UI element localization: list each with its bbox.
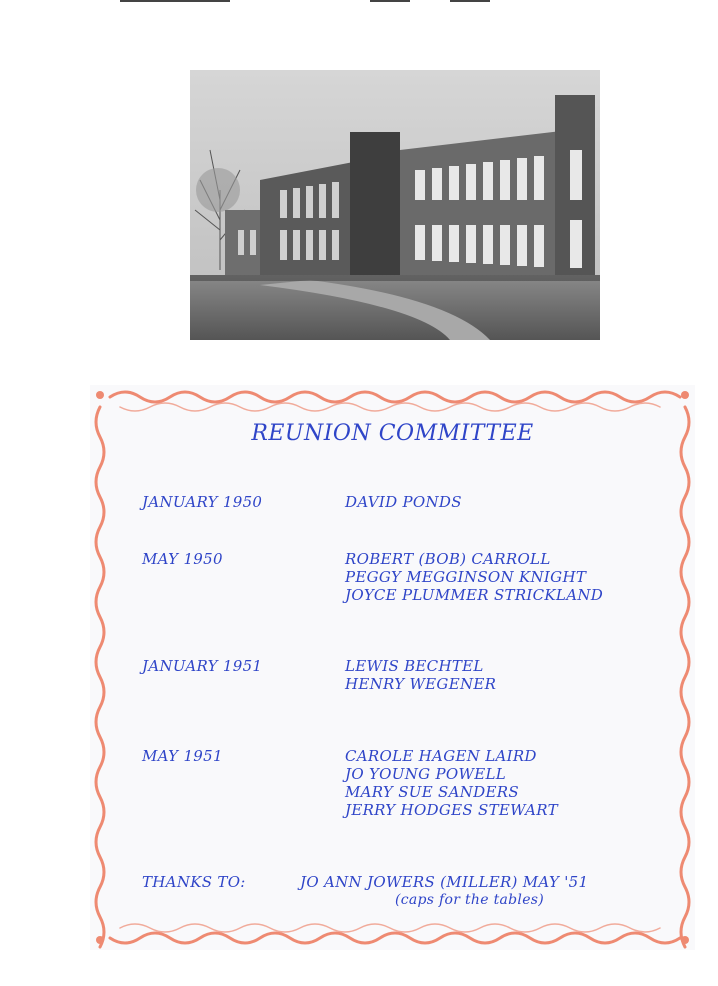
top-rule [120,0,540,3]
reunion-committee-card [90,385,695,950]
member-name: ROBERT (BOB) CARROLL [345,550,551,568]
member-name: HENRY WEGENER [345,675,497,693]
member-name: CAROLE HAGEN LAIRD [345,747,537,765]
group-names [345,657,496,693]
thanks-note: (caps for the tables) [395,892,545,908]
committee-title: REUNION COMMITTEE [251,421,534,446]
member-name: LEWIS BECHTEL [345,657,484,675]
group-date: JANUARY 1950 [142,493,263,511]
thanks-name: JO ANN JOWERS (MILLER) MAY '51 [300,873,589,891]
member-name: JOYCE PLUMMER STRICKLAND [345,586,604,604]
group-names [345,493,462,511]
group-date: MAY 1950 [142,550,223,568]
group-date: MAY 1951 [142,747,223,765]
member-name: DAVID PONDS [345,493,462,511]
group-names [345,747,558,819]
member-name: PEGGY MEGGINSON KNIGHT [345,568,587,586]
member-name: JO YOUNG POWELL [345,765,506,783]
thanks-label: THANKS TO: [142,873,246,891]
member-name: MARY SUE SANDERS [345,783,519,801]
school-building-photo [190,70,600,340]
group-names [345,550,603,604]
member-name: JERRY HODGES STEWART [345,801,558,819]
group-date: JANUARY 1951 [142,657,263,675]
